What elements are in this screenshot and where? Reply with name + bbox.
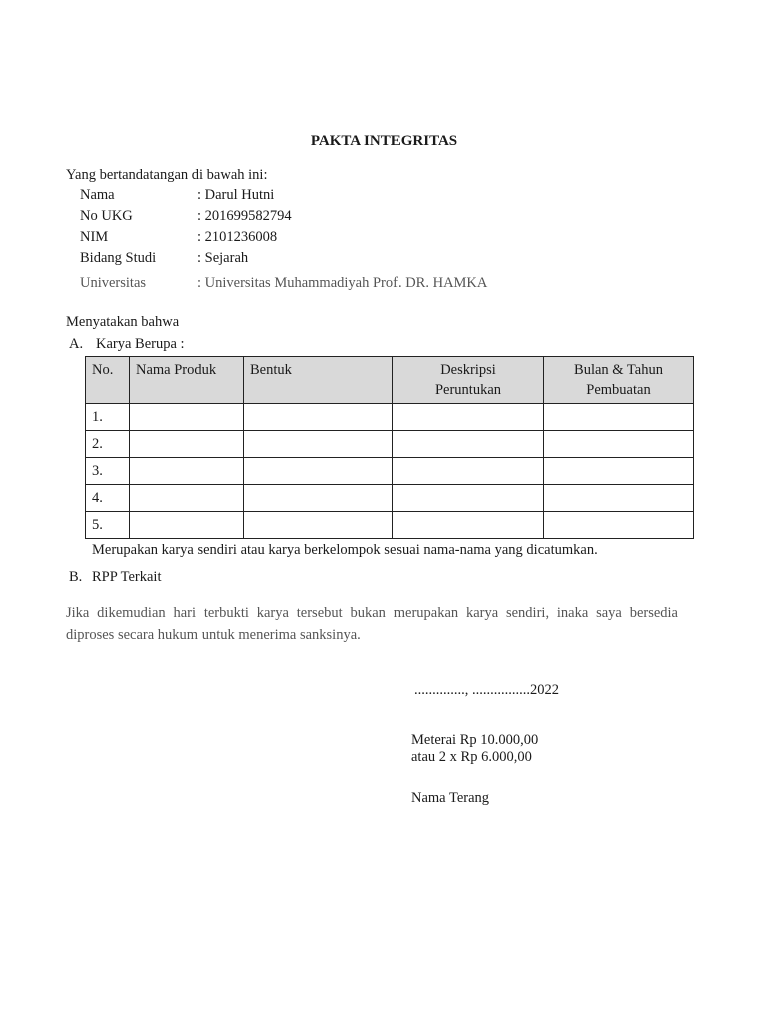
row-number: 1.: [86, 404, 130, 431]
header-deskripsi-line2: Peruntukan: [434, 382, 502, 398]
cell-bentuk[interactable]: [244, 431, 393, 458]
header-bulan-tahun: [544, 357, 694, 404]
cell-nama-produk[interactable]: [130, 404, 244, 431]
identity-label-universitas: Universitas: [80, 275, 147, 291]
cell-nama-produk[interactable]: [130, 458, 244, 485]
closing-line-1: Jika dikemudian hari terbukti karya tersebut bukan merupakan karya sendiri, inaka saya bersedia: [66, 605, 678, 621]
table-row: [86, 485, 694, 512]
header-deskripsi-peruntukan: [393, 357, 544, 404]
table-note: Merupakan karya sendiri atau karya berkelompok sesuai nama-nama yang dicatumkan.: [92, 542, 598, 558]
identity-value-nim: : 2101236008: [197, 229, 278, 245]
cell-deskripsi[interactable]: [393, 404, 544, 431]
cell-bentuk[interactable]: [244, 512, 393, 539]
cell-bulan-tahun[interactable]: [544, 458, 694, 485]
signature-name-line: Nama Terang: [411, 790, 490, 806]
header-nama-produk: Nama Produk: [130, 357, 244, 404]
cell-nama-produk[interactable]: [130, 431, 244, 458]
cell-deskripsi[interactable]: [393, 512, 544, 539]
cell-deskripsi[interactable]: [393, 458, 544, 485]
table-header-row: [86, 357, 694, 404]
cell-bentuk[interactable]: [244, 458, 393, 485]
closing-line-2: diproses secara hukum untuk menerima sanksinya.: [66, 627, 361, 643]
document-title: PAKTA INTEGRITAS: [310, 133, 458, 149]
table-row: [86, 404, 694, 431]
header-bulan-line2: Pembuatan: [586, 382, 651, 398]
cell-nama-produk[interactable]: [130, 512, 244, 539]
section-a-label: Karya Berupa :: [96, 336, 185, 352]
cell-bentuk[interactable]: [244, 485, 393, 512]
identity-label-nim: NIM: [80, 229, 109, 245]
identity-value-bidang: : Sejarah: [197, 250, 249, 266]
section-b-marker: B.: [69, 569, 83, 585]
statement-text: Menyatakan bahwa: [66, 314, 180, 330]
row-number: 5.: [86, 512, 130, 539]
header-no: No.: [86, 357, 130, 404]
meterai-line-2: atau 2 x Rp 6.000,00: [411, 749, 532, 765]
cell-deskripsi[interactable]: [393, 485, 544, 512]
product-table: [85, 356, 694, 539]
meterai-line-1: Meterai Rp 10.000,00: [411, 732, 539, 748]
identity-label-bidang: Bidang Studi: [80, 250, 157, 266]
identity-value-universitas: : Universitas Muhammadiyah Prof. DR. HAMKA: [197, 275, 488, 291]
section-b-label: RPP Terkait: [92, 569, 162, 585]
identity-value-ukg: : 201699582794: [197, 208, 292, 224]
row-number: 4.: [86, 485, 130, 512]
header-deskripsi-line1: Deskripsi: [440, 362, 496, 378]
header-bentuk: Bentuk: [244, 357, 393, 404]
identity-label-nama: Nama: [80, 187, 115, 203]
cell-nama-produk[interactable]: [130, 485, 244, 512]
intro-text: Yang bertandatangan di bawah ini:: [66, 167, 268, 183]
cell-bulan-tahun[interactable]: [544, 512, 694, 539]
table-row: [86, 512, 694, 539]
cell-bulan-tahun[interactable]: [544, 404, 694, 431]
cell-bulan-tahun[interactable]: [544, 431, 694, 458]
cell-deskripsi[interactable]: [393, 431, 544, 458]
identity-value-nama: : Darul Hutni: [197, 187, 275, 203]
header-bulan-line1: Bulan & Tahun: [574, 362, 663, 378]
cell-bulan-tahun[interactable]: [544, 485, 694, 512]
date-line: .............., ................2022: [414, 682, 559, 698]
row-number: 2.: [86, 431, 130, 458]
cell-bentuk[interactable]: [244, 404, 393, 431]
row-number: 3.: [86, 458, 130, 485]
table-row: [86, 431, 694, 458]
identity-label-ukg: No UKG: [80, 208, 133, 224]
table-row: [86, 458, 694, 485]
section-a-marker: A.: [69, 336, 84, 352]
